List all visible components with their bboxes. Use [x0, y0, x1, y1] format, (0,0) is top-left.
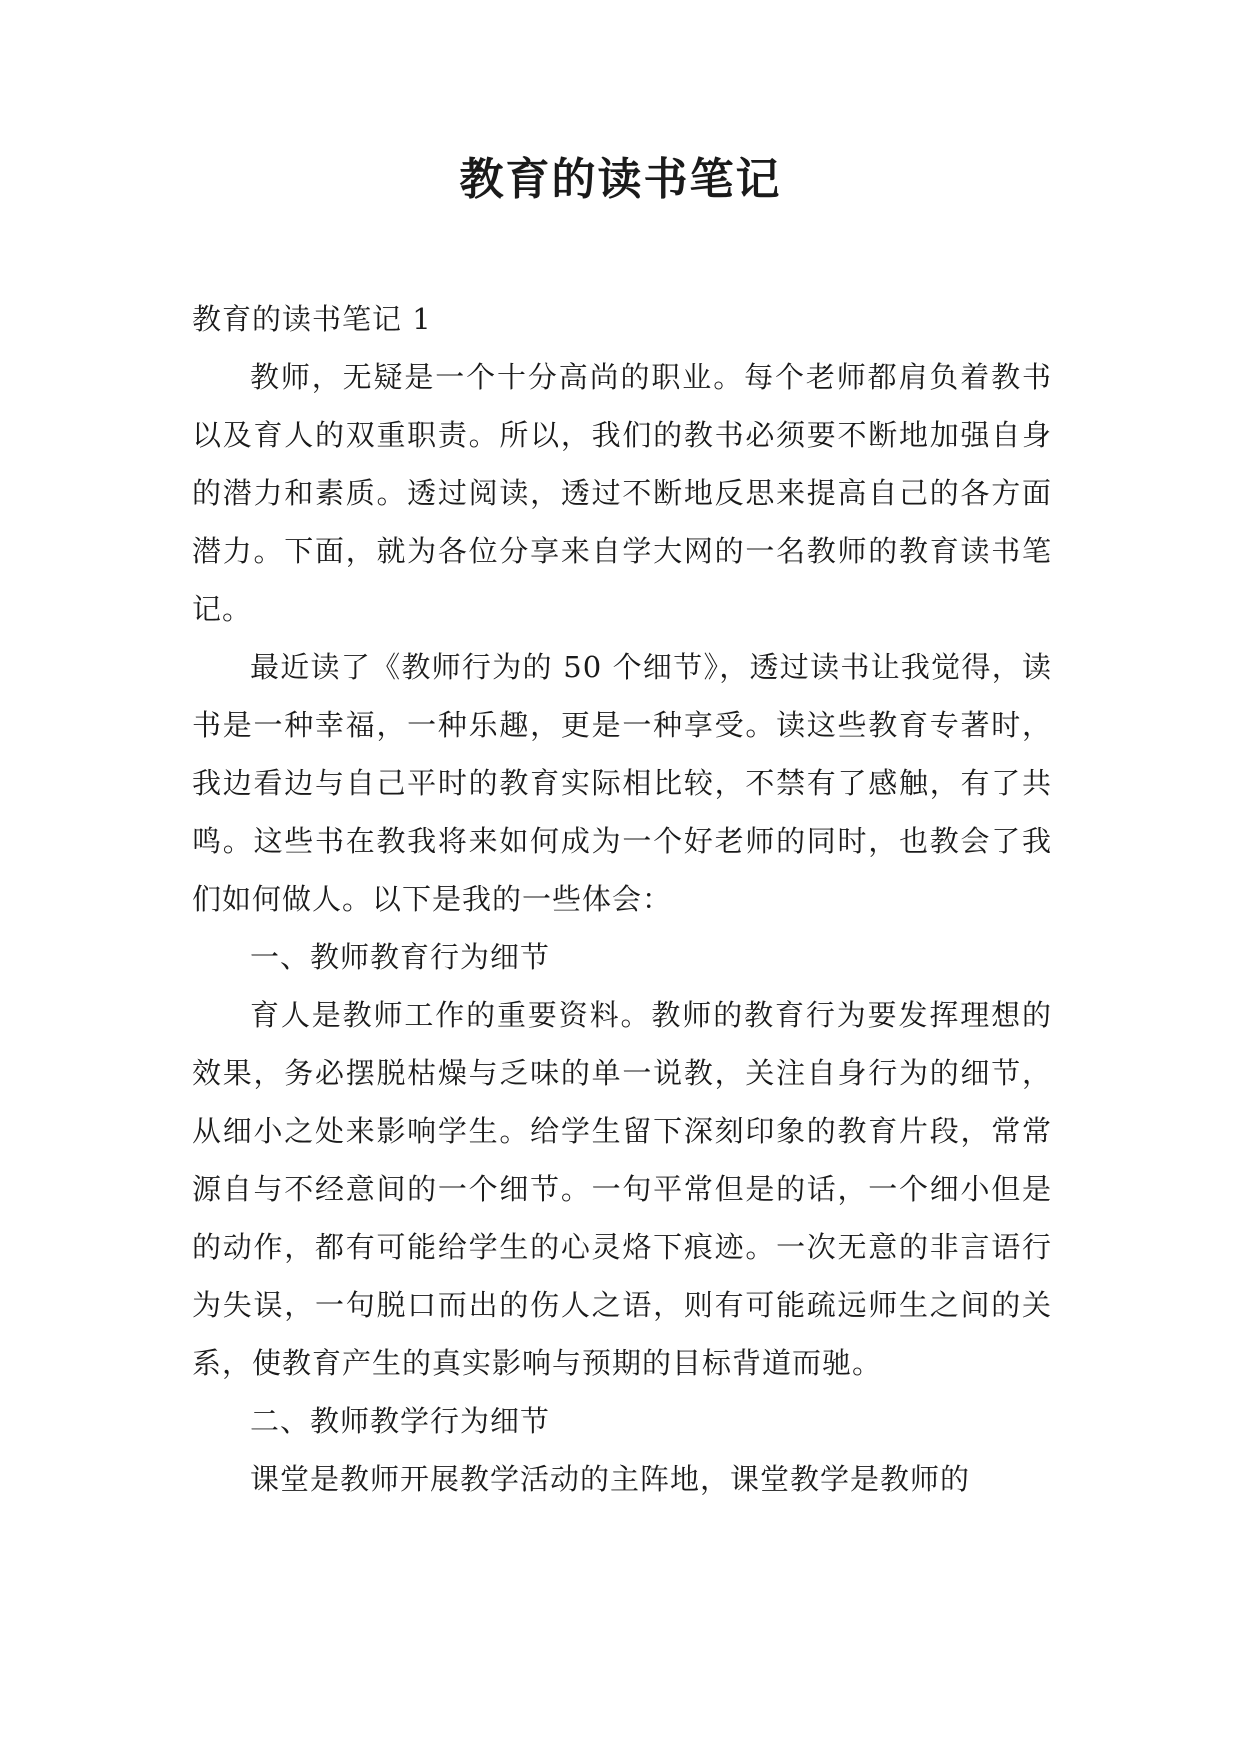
section-subtitle: 教育的读书笔记 1 [192, 302, 432, 336]
section-heading-teaching: 二、教师教学行为细节 [250, 1404, 551, 1438]
section-paragraph-education: 育人是教师工作的重要资料。教师的教育行为要发挥理想的效果，务必摆脱枯燥与乏味的单一说教，关注自身行为的细节，从细小之处来影响学生。给学生留下深刻印象的教育片段，常常源自与不经意间的一个细节。一句平常但是的话，一个细小但是的动作，都有可能给学生的心灵烙下痕迹。一次无意的非言语行为失误，一句脱口而出的伤人之语，则有可能疏远师生之间的关系，使教育产生的真实影响与预期的目标背道而驰。 [192, 998, 1052, 1380]
reading-paragraph: 最近读了《教师行为的 50 个细节》，透过读书让我觉得，读书是一种幸福，一种乐趣，更是一种享受。读这些教育专著时，我边看边与自己平时的教育实际相比较，不禁有了感触，有了共鸣。这些书在教我将来如何成为一个好老师的同时，也教会了我们如何做人。以下是我的一些体会： [192, 650, 1052, 916]
intro-paragraph: 教师，无疑是一个十分高尚的职业。每个老师都肩负着教书以及育人的双重职责。所以，我们的教书必须要不断地加强自身的潜力和素质。透过阅读，透过不断地反思来提高自己的各方面潜力。下面，就为各位分享来自学大网的一名教师的教育读书笔记。 [192, 360, 1052, 626]
document-body [192, 290, 1052, 1508]
document-title: 教育的读书笔记 [459, 154, 782, 205]
section-heading-education: 一、教师教育行为细节 [250, 940, 551, 974]
section-paragraph-teaching: 课堂是教师开展教学活动的主阵地，课堂教学是教师的 [250, 1462, 971, 1496]
